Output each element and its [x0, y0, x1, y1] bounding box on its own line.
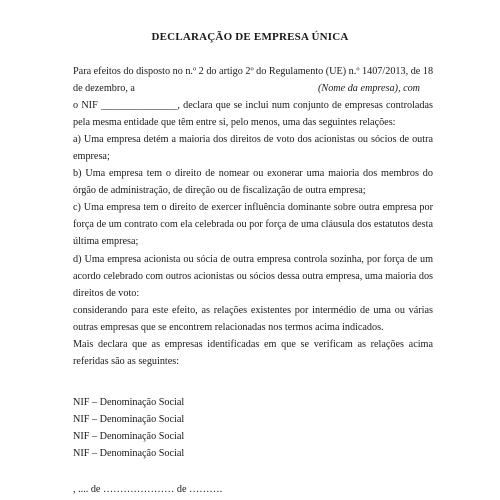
- clause-c-line-3: última empresa;: [73, 236, 139, 247]
- clause-d-line-1: d) Uma empresa acionista ou sócia de outra empresa controla sozinha, por força de um: [73, 254, 433, 265]
- considering-line-1: considerando para este efeito, as relações existentes por intermédio de uma ou várias: [73, 305, 433, 316]
- clause-c-line-1: c) Uma empresa tem o direito de exercer influência dominante sobre outra empresa por: [73, 202, 433, 213]
- intro-line-3: o NIF _______________, declara que se inclui num conjunto de empresas controladas: [73, 100, 433, 111]
- intro-line-2a: de dezembro, a: [73, 83, 135, 94]
- clause-b-line-1: b) Uma empresa tem o direito de nomear ou exonerar uma maioria dos membros do: [73, 168, 433, 179]
- declares-line-2: referidas são as seguintes:: [73, 356, 180, 367]
- nif-line-2: NIF – Denominação Social: [73, 414, 185, 425]
- clause-a-line-2: empresa;: [73, 151, 110, 162]
- nif-line-1: NIF – Denominação Social: [73, 397, 185, 408]
- declares-line-1: Mais declara que as empresas identificadas em que se verificam as relações acima: [73, 339, 433, 350]
- date-place-line: , .... de ………………… de ……….: [73, 484, 223, 495]
- page-title: DECLARAÇÃO DE EMPRESA ÚNICA: [151, 31, 349, 43]
- nif-line-3: NIF – Denominação Social: [73, 431, 185, 442]
- clause-d-line-2: acordo celebrado com outros acionistas ou sócios dessa outra empresa, uma maioria dos: [73, 271, 433, 282]
- intro-line-2: [73, 83, 433, 95]
- clause-a-line-1: a) Uma empresa detém a maioria dos direitos de voto dos acionistas ou sócios de outra: [73, 134, 433, 145]
- clause-c-line-2: força de um contrato com ela celebrada ou por força de uma cláusula dos estatutos desta: [73, 219, 433, 230]
- intro-line-1: Para efeitos do disposto no n.º 2 do artigo 2º do Regulamento (UE) n.º 1407/2013, de 18: [73, 66, 434, 77]
- clause-d-line-3: direitos de voto:: [73, 288, 140, 299]
- nif-line-4: NIF – Denominação Social: [73, 448, 185, 459]
- considering-line-2: outras empresas que se encontrem relacionadas nos termos acima indicados.: [73, 322, 384, 333]
- company-name-placeholder: (Nome da empresa), com: [318, 83, 421, 94]
- clause-b-line-2: órgão de administração, de direção ou de fiscalização de outra empresa;: [73, 185, 366, 196]
- intro-line-4: pela mesma entidade que têm entre si, pelo menos, uma das seguintes relações:: [73, 117, 396, 128]
